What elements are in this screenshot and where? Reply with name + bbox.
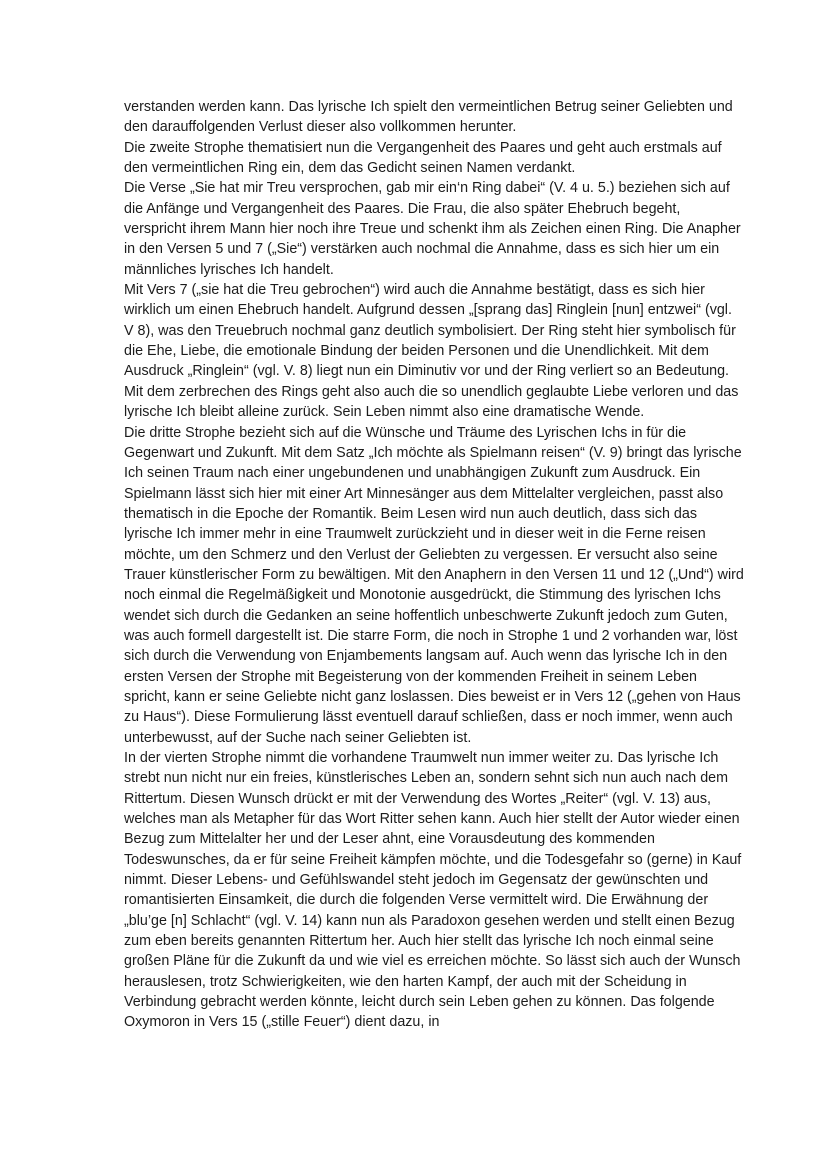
- paragraph: Die dritte Strophe bezieht sich auf die Wünsche und Träume des Lyrischen Ichs in für die Gegenwart und Zukunft. Mit dem Satz „Ich möchte als Spielmann reisen“ (V. 9) bringt das lyrische Ich seinen Traum nach einer ungebundenen und unabhängigen Zukunft zum Ausdruck. Ein Spielmann lässt sich hier mit einer Art Minnesänger aus dem Mittelalter vergleichen, passt also thematisch in die Epoche der Romantik. Beim Lesen wird nun auch deutlich, dass sich das lyrische Ich immer mehr in eine Traumwelt zurückzieht und in dieser weit in die Ferne reisen möchte, um den Schmerz und den Verlust der Geliebten zu vergessen. Er versucht also seine Trauer künstlerischer Form zu bewältigen. Mit den Anaphern in den Versen 11 und 12 („Und“) wird noch einmal die Regelmäßigkeit und Monotonie ausgedrückt, die Stimmung des lyrischen Ichs wendet sich durch die Gedanken an seine hoffentlich unbeschwerte Zukunft jedoch zum Guten, was auch formell dargestellt ist. Die starre Form, die noch in Strophe 1 und 2 vorhanden war, löst sich durch die Verwendung von Enjambements langsam auf. Auch wenn das lyrische Ich in den ersten Versen der Strophe mit Begeisterung von der kommenden Freiheit in seinem Leben spricht, kann er seine Geliebte nicht ganz loslassen. Dies beweist er in Vers 12 („gehen von Haus zu Haus“). Diese Formulierung lässt eventuell darauf schließen, dass er noch immer, wenn auch unterbewusst, auf der Suche nach seiner Geliebten ist.: [124, 424, 744, 746]
- paragraph: Mit Vers 7 („sie hat die Treu gebrochen“) wird auch die Annahme bestätigt, dass es sich hier wirklich um einen Ehebruch handelt. Aufgrund dessen „[sprang das] Ringlein [nun] entzwei“ (vgl. V 8), was den Treuebruch nochmal ganz deutlich symbolisiert. Der Ring steht hier symbolisch für die Ehe, Liebe, die emotionale Bindung der beiden Personen und die Unendlichkeit. Mit dem Ausdruck „Ringlein“ (vgl. V. 8) liegt nun ein Diminutiv vor und der Ring verliert so an Bedeutung. Mit dem zerbrechen des Rings geht also auch die so unendlich geglaubte Liebe verloren und das lyrische Ich bleibt alleine zurück. Sein Leben nimmt also eine dramatische Wende.: [124, 282, 739, 421]
- paragraph: Die Verse „Sie hat mir Treu versprochen, gab mir ein‘n Ring dabei“ (V. 4 u. 5.) beziehen sich auf die Anfänge und Vergangenheit des Paares. Die Frau, die also später Ehebruch begeht, verspricht ihrem Mann hier noch ihre Treue und schenkt ihm als Zeichen einen Ring. Die Anapher in den Versen 5 und 7 („Sie“) verstärken auch nochmal die Annahme, dass es sich hier um ein männliches lyrisches Ich handelt.: [124, 180, 741, 278]
- paragraph: In der vierten Strophe nimmt die vorhandene Traumwelt nun immer weiter zu. Das lyrische Ich strebt nun nicht nur ein freies, künstlerisches Leben an, sondern sehnt sich nun auch nach dem Rittertum. Diesen Wunsch drückt er mit der Verwendung des Wortes „Reiter“ (vgl. V. 13) aus, welches man als Metapher für das Wort Ritter sehen kann. Auch hier stellt der Autor wieder einen Bezug zum Mittelalter her und der Leser ahnt, eine Vorausdeutung des kommenden Todeswunsches, da er für seine Freiheit kämpfen möchte, und die Todesgefahr so (gerne) in Kauf nimmt. Dieser Lebens- und Gefühlswandel steht jedoch im Gegensatz der gewünschten und romantisierten Einsamkeit, die durch die folgenden Verse vermittelt wird. Die Erwähnung der „blu’ge [n] Schlacht“ (vgl. V. 14) kann nun als Paradoxon gesehen werden und stellt einen Bezug zum eben bereits genannten Rittertum her. Auch hier stellt das lyrische Ich noch einmal seine großen Pläne für die Zukunft da und wie viel es erreichen möchte. So lässt sich auch der Wunsch herauslesen, trotz Schwierigkeiten, wie den harten Kampf, der auch mit der Scheidung in Verbindung gebracht werden könnte, leicht durch sein Leben gehen zu können. Das folgende Oxymoron in Vers 15 („stille Feuer“) dient dazu, in: [124, 750, 742, 1031]
- body-text: [124, 97, 744, 1033]
- paragraph: Die zweite Strophe thematisiert nun die Vergangenheit des Paares und geht auch erstmals auf den vermeintlichen Ring ein, dem das Gedicht seinen Namen verdankt.: [124, 139, 722, 177]
- paragraph: verstanden werden kann. Das lyrische Ich spielt den vermeintlichen Betrug seiner Geliebten und den darauffolgenden Verlust dieser also vollkommen herunter.: [124, 99, 733, 136]
